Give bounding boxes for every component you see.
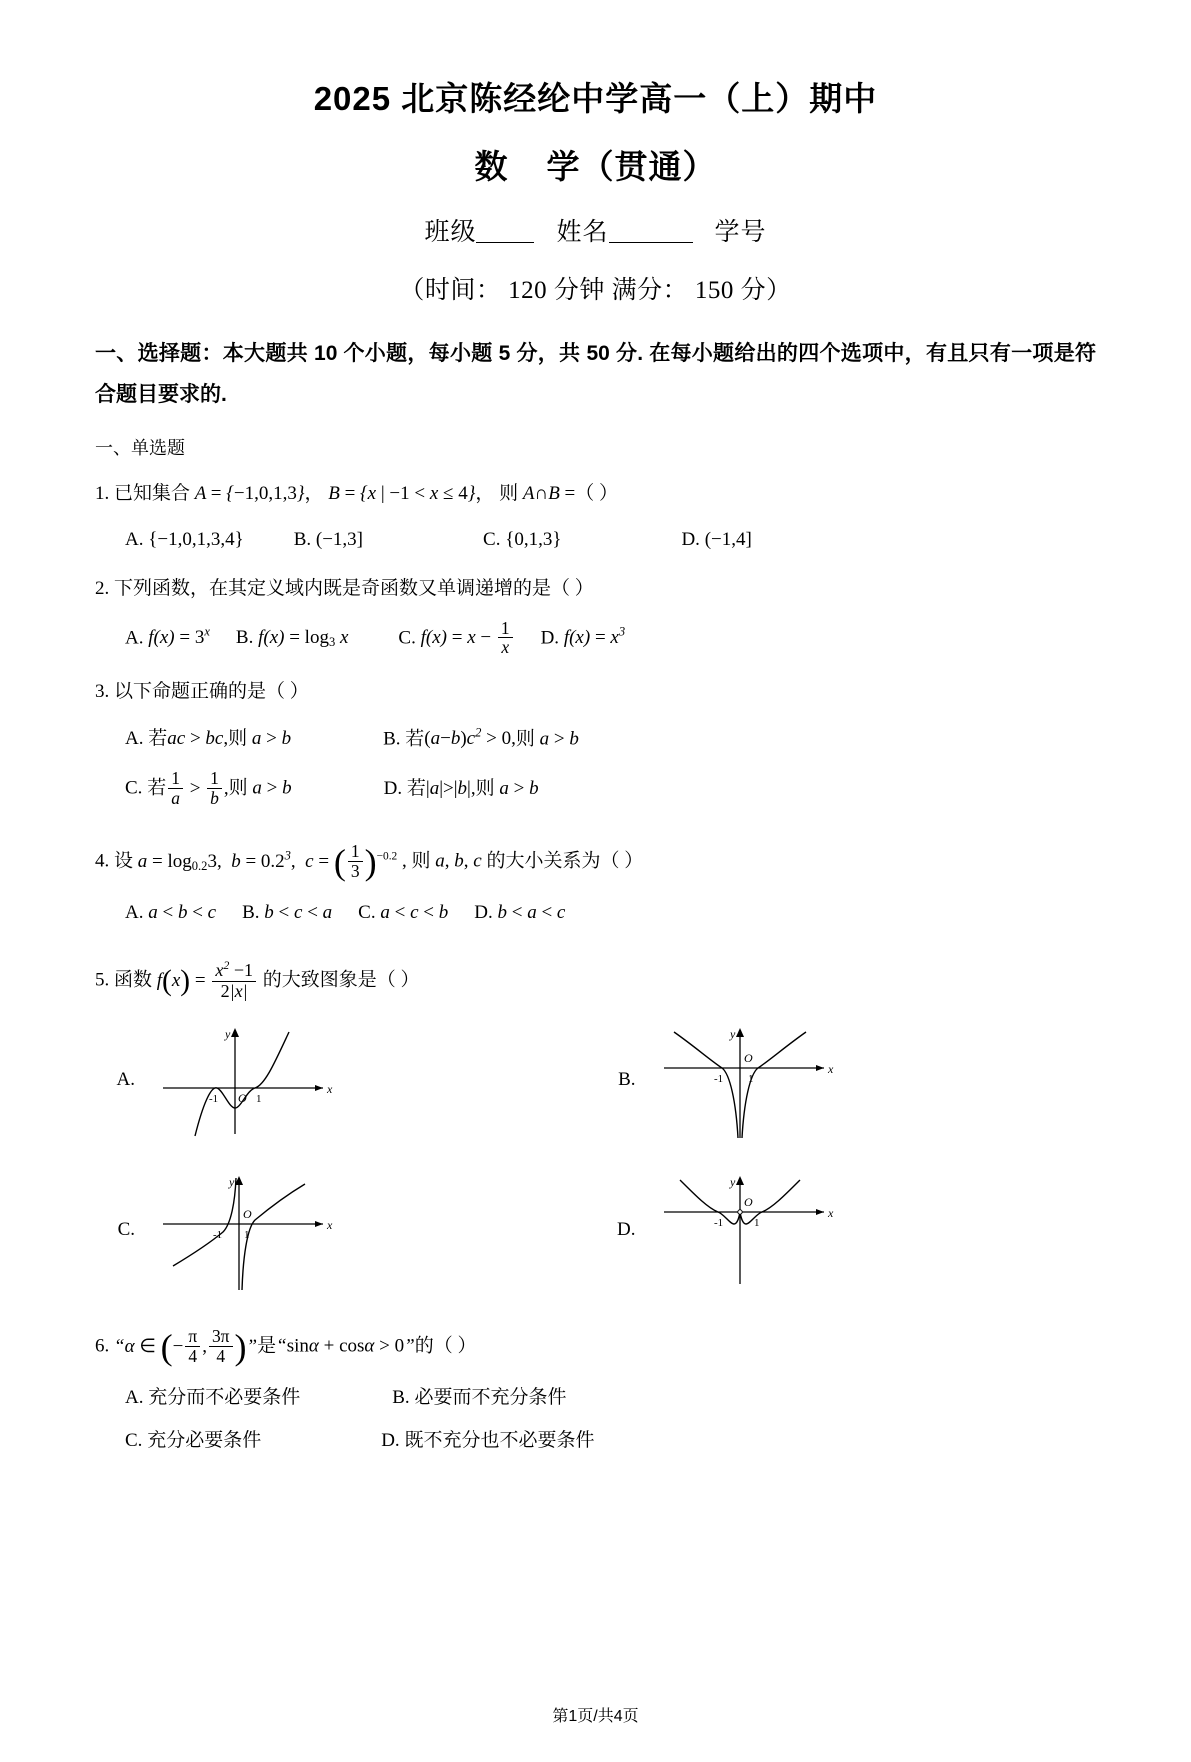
question-6-options-row1: [95, 1383, 1096, 1413]
graph-d: [644, 1166, 844, 1294]
question-2-option-c[interactable]: C. f(x) = x − $\frac{1}{x}$: [398, 620, 514, 659]
svg-text:1: 1: [256, 1093, 262, 1106]
question-4-options: [95, 898, 1096, 928]
question-6: [0, 1328, 1191, 1456]
subsection-title: 一、单选题: [95, 438, 185, 459]
svg-text:1: 1: [747, 1073, 753, 1086]
svg-text:-1: -1: [713, 1073, 723, 1086]
option-c-label: C.: [117, 1219, 135, 1241]
class-input-blank[interactable]: [476, 242, 534, 243]
question-1-number: 1.: [95, 483, 110, 505]
name-input-blank[interactable]: [609, 242, 693, 243]
field-label-id: 学号: [714, 219, 767, 247]
question-1-options: [95, 525, 1096, 555]
question-6-options-row2: [95, 1426, 1096, 1456]
svg-text:-1: -1: [209, 1093, 219, 1106]
question-4-option-c[interactable]: C. a < c < b: [358, 901, 449, 923]
question-2-option-d[interactable]: D. $f(x) = x^3$: [540, 624, 626, 649]
question-3-option-d[interactable]: D. 若|a|>|b|,则 a > b: [383, 778, 539, 800]
question-2-option-a[interactable]: A. $f(x) = 3^x$: [125, 624, 210, 649]
graph-c: [143, 1166, 343, 1294]
question-4-option-d[interactable]: D. b < a < c: [474, 901, 566, 923]
question-1-option-a[interactable]: A. {−1,0,1,3,4}: [125, 528, 244, 550]
question-3-text: 以下命题正确的是（ ）: [114, 681, 309, 703]
svg-text:O: O: [743, 1195, 753, 1210]
question-2-options: [95, 617, 1096, 659]
timing-line: （时间： 120 分钟 满分： 150 分）: [399, 277, 792, 305]
svg-text:O: O: [743, 1051, 753, 1066]
svg-text:y: y: [229, 1175, 235, 1190]
subject-line: [0, 141, 1191, 188]
question-5-option-d[interactable]: [596, 1166, 1097, 1294]
question-3: [0, 678, 1191, 809]
question-6-stem: 6. “α ∈ (− $\frac{\pi}{4}$ , $\frac{3\pi}{4}$ )”是“sinα + cosα > 0”的（ ）: [95, 1326, 477, 1368]
question-6-option-c[interactable]: C. 充分必要条件: [125, 1429, 262, 1451]
option-d-label: D.: [617, 1219, 636, 1241]
question-2-stem: [95, 575, 1096, 604]
question-2-text: 下列函数，在其定义域内既是奇函数又单调递增的是（ ）: [114, 578, 594, 600]
question-3-option-b[interactable]: B. 若$(a-b)c^2 > 0$,则 a > b: [383, 725, 579, 750]
question-1-option-c[interactable]: C. {0,1,3}: [483, 528, 562, 550]
graph-b: [644, 1016, 844, 1144]
option-b-label: B.: [618, 1069, 636, 1091]
question-5-graph-options: [0, 1016, 1191, 1294]
page-footer: 第1页/共4页: [552, 1708, 639, 1725]
svg-text:x: x: [327, 1082, 333, 1097]
question-6-tail: 的（ ）: [414, 1336, 477, 1358]
question-3-options-row2: [95, 770, 1096, 809]
subject-left: 数: [474, 148, 509, 186]
svg-text:O: O: [238, 1091, 247, 1106]
field-label-name: 姓名: [556, 219, 609, 247]
page-title: 2025 北京陈经纶中学高一（上）期中: [313, 80, 878, 117]
question-4: [0, 843, 1191, 928]
question-5-text-suffix: 的大致图象是（ ）: [262, 969, 420, 991]
question-2-number: 2.: [95, 578, 110, 600]
option-a-label: A.: [116, 1069, 135, 1091]
question-2-option-b[interactable]: B. $f(x) = \log_3 x$: [235, 627, 349, 650]
graph-row-ab: [95, 1016, 1096, 1144]
question-5-option-c[interactable]: [95, 1166, 596, 1294]
question-4-option-a[interactable]: A. a < b < c: [125, 901, 217, 923]
question-1-option-d[interactable]: D. (−1,4]: [681, 528, 752, 550]
question-5-option-a[interactable]: [95, 1016, 596, 1144]
svg-text:x: x: [327, 1218, 333, 1233]
question-6-number: 6.: [95, 1336, 110, 1358]
question-3-option-a[interactable]: A. 若ac > bc,则 a > b: [125, 728, 292, 750]
question-4-text-prefix: 设: [114, 850, 134, 872]
question-2: [0, 575, 1191, 658]
question-1-stem: 1. 已知集合 A = {−1,0,1,3}， B = {x | −1 < x ≤ 4}， 则 A∩B =（ ）: [95, 483, 619, 505]
question-4-stem: 4. 设 $a = \log_{0.2}3$, $b = 0.2^3$, c = ( $\frac{1}{3}$ )$^{-0.2}$ , 则 a, b, c 的大小关系为（ ）: [95, 841, 644, 883]
student-fields: [0, 212, 1191, 248]
question-6-mid: 是: [257, 1336, 277, 1358]
question-1: [0, 480, 1191, 555]
svg-text:x: x: [827, 1062, 833, 1077]
svg-text:y: y: [225, 1027, 231, 1042]
question-4-option-b[interactable]: B. b < c < a: [242, 901, 333, 923]
exam-page: [0, 78, 1191, 1762]
question-1-text-prefix: 已知集合: [114, 483, 191, 505]
question-1-option-b[interactable]: B. (−1,3]: [293, 528, 364, 550]
question-5-option-b[interactable]: [596, 1016, 1097, 1144]
question-3-number: 3.: [95, 681, 110, 703]
question-5-text-prefix: 函数: [114, 969, 153, 991]
question-6-option-a[interactable]: A. 充分而不必要条件: [125, 1387, 301, 1409]
question-4-number: 4.: [95, 850, 110, 872]
svg-text:O: O: [243, 1207, 252, 1222]
svg-text:x: x: [827, 1206, 833, 1221]
svg-text:-1: -1: [213, 1229, 223, 1242]
subject-right: 学（贯通）: [546, 148, 717, 186]
svg-text:y: y: [729, 1027, 735, 1042]
question-5-stem: 5. 函数 f(x) = $\frac{x^2 -1}{2|x|}$ 的大致图象是（ ）: [95, 958, 420, 1001]
svg-text:-1: -1: [713, 1217, 723, 1230]
question-3-option-c[interactable]: C. 若 $\frac{1}{a}$ > $\frac{1}{b}$ ,则 a > b: [125, 768, 292, 809]
question-3-stem: [95, 678, 1096, 707]
svg-text:y: y: [729, 1175, 735, 1190]
graph-a: [143, 1016, 343, 1144]
question-3-options-row1: [95, 723, 1096, 755]
svg-text:1: 1: [244, 1229, 250, 1242]
field-label-class: 班级: [424, 219, 477, 247]
question-5: [0, 960, 1191, 1002]
svg-text:1: 1: [753, 1217, 759, 1230]
question-5-number: 5.: [95, 969, 110, 991]
section-instruction: 一、选择题：本大题共 10 个小题，每小题 5 分，共 50 分. 在每小题给出的四个选项中，有且只有一项是符合题目要求的.: [95, 342, 1096, 407]
question-6-option-d[interactable]: D. 既不充分也不必要条件: [381, 1429, 595, 1451]
graph-row-cd: [95, 1166, 1096, 1294]
question-6-option-b[interactable]: B. 必要而不充分条件: [392, 1387, 567, 1409]
